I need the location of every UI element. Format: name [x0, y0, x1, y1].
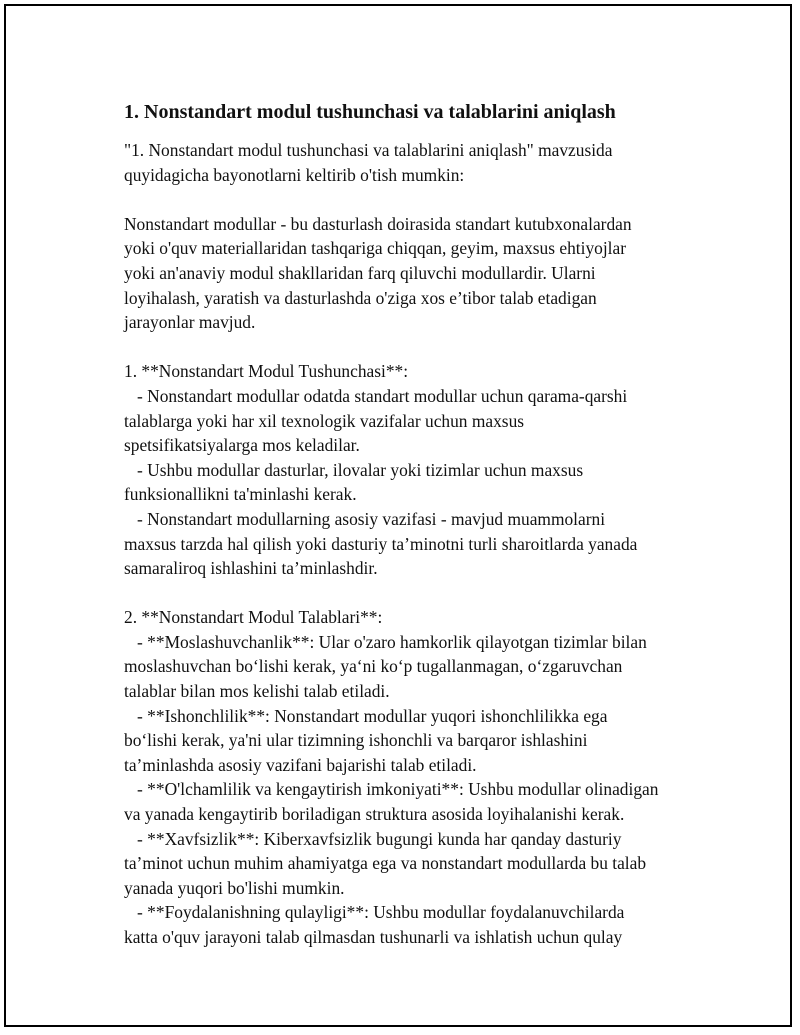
- text-line: bo‘lishi kerak, ya'ni ular tizimning ishonchli va barqaror ishlashini: [124, 730, 588, 751]
- text-line: katta o'quv jarayoni talab qilmasdan tushunarli va ishlatish uchun qulay: [124, 927, 623, 947]
- page-frame: [4, 4, 792, 1027]
- text-line: Nonstandart modullar - bu dasturlash doirasida standart kutubxonalardan: [124, 213, 632, 234]
- text-line: - Nonstandart modullarning asosiy vazifasi - mavjud muammolarni: [124, 508, 606, 529]
- text-line: ta’minlashda asosiy vazifani bajarishi talab etiladi.: [124, 754, 477, 775]
- text-line: talablarga yoki har xil texnologik vazifalar uchun maxsus: [124, 410, 525, 431]
- text-line: - **Foydalanishning qulayligi**: Ushbu modullar foydalanuvchilarda: [124, 902, 625, 923]
- text-line: moslashuvchan bo‘lishi kerak, ya‘ni ko‘p tugallanmagan, o‘zgaruvchan: [124, 656, 623, 677]
- text-line: funksionallikni ta'minlashi kerak.: [124, 484, 357, 505]
- document-title: 1. Nonstandart modul tushunchasi va talablarini aniqlash: [124, 101, 616, 123]
- text-line: - **Ishonchlilik**: Nonstandart modullar yuqori ishonchlilikka ega: [124, 705, 608, 726]
- text-line: - Nonstandart modullar odatda standart modullar uchun qarama-qarshi: [124, 385, 628, 406]
- blank-line: [124, 187, 714, 212]
- text-line: 2. **Nonstandart Modul Talablari**:: [124, 607, 383, 628]
- text-line: yoki o'quv materiallaridan tashqariga chiqqan, geyim, maxsus ehtiyojlar: [124, 238, 627, 259]
- text-line: va yanada kengaytirib boriladigan struktura asosida loyihalanishi kerak.: [124, 804, 625, 825]
- text-line: - **O'lchamlilik va kengaytirish imkoniyati**: Ushbu modullar olinadigan: [124, 779, 659, 800]
- text-line: spetsifikatsiyalarga mos keladilar.: [124, 435, 360, 456]
- text-line: maxsus tarzda hal qilish yoki dasturiy ta’minotni turli sharoitlarda yanada: [124, 533, 638, 554]
- text-line: - **Xavfsizlik**: Kiberxavfsizlik bugungi kunda har qanday dasturiy: [124, 828, 622, 849]
- text-line: yanada yuqori bo'lishi mumkin.: [124, 877, 345, 898]
- text-line: 1. **Nonstandart Modul Tushunchasi**:: [124, 361, 409, 382]
- document-body: [124, 98, 714, 950]
- document-text: [124, 138, 714, 950]
- text-line: ta’minot uchun muhim ahamiyatga ega va nonstandart modullarda bu talab: [124, 853, 647, 874]
- text-line: quyidagicha bayonotlarni keltirib o'tish mumkin:: [124, 164, 465, 185]
- text-line: samaraliroq ishlashini ta’minlashdir.: [124, 558, 378, 579]
- text-line: jarayonlar mavjud.: [124, 312, 256, 333]
- blank-line: [124, 581, 714, 606]
- text-line: loyihalash, yaratish va dasturlashda o'ziga xos e’tibor talab etadigan: [124, 287, 597, 308]
- text-line: - Ushbu modullar dasturlar, ilovalar yoki tizimlar uchun maxsus: [124, 459, 584, 480]
- text-line: "1. Nonstandart modul tushunchasi va talablarini aniqlash" mavzusida: [124, 140, 613, 160]
- text-line: talablar bilan mos kelishi talab etiladi.: [124, 681, 390, 702]
- text-line: yoki an'anaviy modul shakllaridan farq qiluvchi modullardir. Ularni: [124, 262, 596, 283]
- text-line: - **Moslashuvchanlik**: Ular o'zaro hamkorlik qilayotgan tizimlar bilan: [124, 631, 647, 652]
- blank-line: [124, 335, 714, 360]
